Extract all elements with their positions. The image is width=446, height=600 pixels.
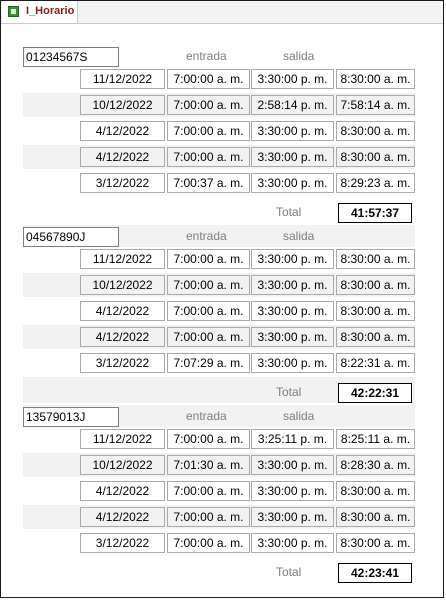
entrada-cell[interactable]: 7:00:00 a. m.: [167, 95, 250, 115]
horas-cell[interactable]: 7:58:14 a. m.: [336, 95, 415, 115]
date-cell[interactable]: 3/12/2022: [80, 173, 165, 193]
date-cell[interactable]: 4/12/2022: [80, 507, 165, 527]
entrada-cell[interactable]: 7:00:00 a. m.: [167, 301, 250, 321]
entrada-cell[interactable]: 7:00:00 a. m.: [167, 275, 250, 295]
salida-header: salida: [283, 229, 315, 243]
date-cell[interactable]: 10/12/2022: [80, 275, 165, 295]
salida-cell[interactable]: 3:30:00 p. m.: [251, 353, 334, 373]
salida-header: salida: [283, 409, 315, 423]
salida-cell[interactable]: 3:30:00 p. m.: [251, 275, 334, 295]
entrada-cell[interactable]: 7:00:00 a. m.: [167, 481, 250, 501]
total-label: Total: [276, 385, 302, 399]
horas-cell[interactable]: 8:30:00 a. m.: [336, 481, 415, 501]
horas-cell[interactable]: 8:28:30 a. m.: [336, 455, 415, 475]
document-tab-strip: [1, 1, 443, 24]
date-cell[interactable]: 3/12/2022: [80, 353, 165, 373]
horas-cell[interactable]: 8:30:00 a. m.: [336, 507, 415, 527]
horas-cell[interactable]: 8:30:00 a. m.: [336, 327, 415, 347]
entrada-cell[interactable]: 7:00:00 a. m.: [167, 121, 250, 141]
salida-cell[interactable]: 3:30:00 p. m.: [251, 507, 334, 527]
horas-cell[interactable]: 8:22:31 a. m.: [336, 353, 415, 373]
horas-cell[interactable]: 8:30:00 a. m.: [336, 249, 415, 269]
date-cell[interactable]: 4/12/2022: [80, 147, 165, 167]
employee-id-field[interactable]: 04567890J: [23, 227, 119, 247]
salida-cell[interactable]: 3:25:11 p. m.: [251, 429, 334, 449]
entrada-cell[interactable]: 7:00:00 a. m.: [167, 249, 250, 269]
salida-cell[interactable]: 3:30:00 p. m.: [251, 69, 334, 89]
salida-cell[interactable]: 3:30:00 p. m.: [251, 455, 334, 475]
entrada-cell[interactable]: 7:00:00 a. m.: [167, 327, 250, 347]
salida-cell[interactable]: 3:30:00 p. m.: [251, 147, 334, 167]
date-cell[interactable]: 3/12/2022: [80, 533, 165, 553]
horas-cell[interactable]: 8:30:00 a. m.: [336, 533, 415, 553]
employee-id-field[interactable]: 13579013J: [23, 407, 119, 427]
total-label: Total: [276, 565, 302, 579]
salida-cell[interactable]: 3:30:00 p. m.: [251, 173, 334, 193]
date-cell[interactable]: 4/12/2022: [80, 121, 165, 141]
salida-cell[interactable]: 2:58:14 p. m.: [251, 95, 334, 115]
entrada-cell[interactable]: 7:07:29 a. m.: [167, 353, 250, 373]
salida-cell[interactable]: 3:30:00 p. m.: [251, 481, 334, 501]
date-cell[interactable]: 4/12/2022: [80, 481, 165, 501]
salida-cell[interactable]: 3:30:00 p. m.: [251, 249, 334, 269]
entrada-cell[interactable]: 7:00:00 a. m.: [167, 507, 250, 527]
salida-cell[interactable]: 3:30:00 p. m.: [251, 327, 334, 347]
horas-cell[interactable]: 8:30:00 a. m.: [336, 121, 415, 141]
entrada-cell[interactable]: 7:00:00 a. m.: [167, 147, 250, 167]
date-cell[interactable]: 11/12/2022: [80, 249, 165, 269]
total-value[interactable]: 41:57:37: [338, 203, 412, 223]
salida-cell[interactable]: 3:30:00 p. m.: [251, 533, 334, 553]
entrada-cell[interactable]: 7:00:37 a. m.: [167, 173, 250, 193]
form-icon: [8, 6, 19, 17]
entrada-cell[interactable]: 7:00:00 a. m.: [167, 69, 250, 89]
entrada-header: entrada: [186, 229, 227, 243]
salida-header: salida: [283, 49, 315, 63]
date-cell[interactable]: 4/12/2022: [80, 301, 165, 321]
horas-cell[interactable]: 8:30:00 a. m.: [336, 275, 415, 295]
tab-i-horario[interactable]: [2, 1, 78, 23]
entrada-cell[interactable]: 7:00:00 a. m.: [167, 429, 250, 449]
horas-cell[interactable]: 8:30:00 a. m.: [336, 301, 415, 321]
entrada-cell[interactable]: 7:01:30 a. m.: [167, 455, 250, 475]
horas-cell[interactable]: 8:29:23 a. m.: [336, 173, 415, 193]
date-cell[interactable]: 10/12/2022: [80, 95, 165, 115]
date-cell[interactable]: 10/12/2022: [80, 455, 165, 475]
entrada-header: entrada: [186, 49, 227, 63]
date-cell[interactable]: 11/12/2022: [80, 69, 165, 89]
total-value[interactable]: 42:22:31: [338, 383, 412, 403]
date-cell[interactable]: 4/12/2022: [80, 327, 165, 347]
entrada-header: entrada: [186, 409, 227, 423]
salida-cell[interactable]: 3:30:00 p. m.: [251, 301, 334, 321]
horas-cell[interactable]: 8:25:11 a. m.: [336, 429, 415, 449]
salida-cell[interactable]: 3:30:00 p. m.: [251, 121, 334, 141]
horas-cell[interactable]: 8:30:00 a. m.: [336, 147, 415, 167]
tab-label: I_Horario: [26, 5, 75, 17]
horas-cell[interactable]: 8:30:00 a. m.: [336, 69, 415, 89]
employee-id-field[interactable]: 01234567S: [23, 47, 119, 67]
total-label: Total: [276, 205, 302, 219]
total-value[interactable]: 42:23:41: [338, 563, 412, 583]
date-cell[interactable]: 11/12/2022: [80, 429, 165, 449]
entrada-cell[interactable]: 7:00:00 a. m.: [167, 533, 250, 553]
